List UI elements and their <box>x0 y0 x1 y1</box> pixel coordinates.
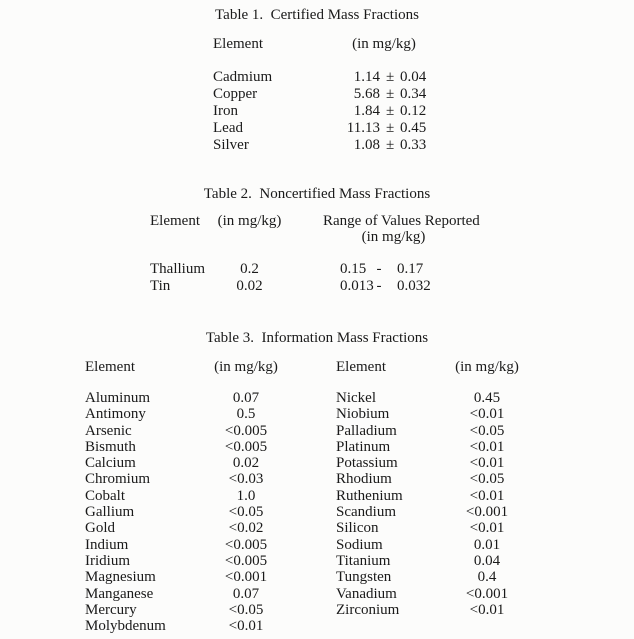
table-row <box>0 137 634 154</box>
element-name: Copper <box>213 86 258 102</box>
element-name: Sodium <box>336 536 383 553</box>
information-value: <0.005 <box>224 536 268 553</box>
element-name: Molybdenum <box>85 618 166 635</box>
table3-col-units-right: (in mg/kg) <box>455 359 519 375</box>
plus-minus-sign: ± <box>386 69 395 85</box>
plus-minus-sign: ± <box>386 137 395 153</box>
element-name: Iridium <box>85 552 130 569</box>
information-value: <0.01 <box>469 438 505 455</box>
table-row <box>0 586 634 602</box>
information-value: <0.001 <box>224 569 268 586</box>
table1-title: Table 1. Certified Mass Fractions <box>215 7 419 23</box>
range-separator: - <box>376 261 382 277</box>
element-name: Manganese <box>85 585 154 602</box>
range-low-value: 0.013 <box>340 278 374 294</box>
table3-header-row <box>0 359 634 376</box>
element-name: Palladium <box>336 422 397 439</box>
element-name: Zirconium <box>336 601 400 618</box>
element-name: Ruthenium <box>336 487 403 504</box>
information-value: 0.04 <box>473 552 501 569</box>
element-name: Platinum <box>336 438 391 455</box>
element-name: Silver <box>213 137 249 153</box>
element-name: Mercury <box>85 601 137 618</box>
element-name: Thallium <box>150 261 205 277</box>
information-value: <0.01 <box>228 618 264 635</box>
table1-col-units: (in mg/kg) <box>352 36 416 52</box>
table-row <box>0 406 634 422</box>
table-row <box>0 569 634 585</box>
information-value: <0.005 <box>224 552 268 569</box>
information-value: 1.0 <box>236 487 256 504</box>
information-value: 0.01 <box>473 536 501 553</box>
element-name: Calcium <box>85 455 136 472</box>
table2-title: Table 2. Noncertified Mass Fractions <box>203 186 431 202</box>
table3-col-element-left: Element <box>85 359 135 375</box>
uncertainty-value: 0.12 <box>400 103 427 119</box>
table-row <box>0 278 634 295</box>
uncertainty-value: 0.04 <box>400 69 427 85</box>
range-low-value: 0.15 <box>340 261 367 277</box>
table-row <box>0 618 634 634</box>
table2-col-element: Element <box>150 213 200 229</box>
information-value: <0.001 <box>465 504 509 521</box>
element-name: Cadmium <box>213 69 273 85</box>
uncertainty-value: 0.45 <box>400 120 427 136</box>
table2-body <box>0 261 634 295</box>
table3-col-units-left: (in mg/kg) <box>214 359 278 375</box>
table2-col-range-line1: Range of Values Reported <box>323 213 480 229</box>
element-name: Antimony <box>85 406 146 423</box>
element-name: Titanium <box>336 552 391 569</box>
element-name: Gallium <box>85 504 135 521</box>
element-name: Iron <box>213 103 238 119</box>
information-value: <0.001 <box>465 585 509 602</box>
information-value: 0.02 <box>232 455 260 472</box>
information-value: <0.005 <box>224 422 268 439</box>
element-name: Indium <box>85 536 129 553</box>
information-value: 0.07 <box>232 390 260 406</box>
table1-col-element: Element <box>213 36 263 52</box>
information-value: <0.05 <box>469 471 505 488</box>
information-value: <0.01 <box>469 406 505 423</box>
table-row <box>0 69 634 86</box>
element-name: Tin <box>150 278 171 294</box>
uncertainty-value: 0.33 <box>400 137 427 153</box>
table-row <box>0 504 634 520</box>
table3-title: Table 3. Information Mass Fractions <box>205 330 429 346</box>
certified-value: 1.84 <box>353 103 380 119</box>
element-name: Bismuth <box>85 438 136 455</box>
table-row <box>0 602 634 618</box>
information-value: <0.03 <box>228 471 264 488</box>
information-value: 0.4 <box>477 569 497 586</box>
information-value: <0.01 <box>469 520 505 537</box>
table-row <box>0 423 634 439</box>
table-row <box>0 455 634 471</box>
element-name: Nickel <box>336 390 376 406</box>
element-name: Potassium <box>336 455 398 472</box>
information-value: 0.5 <box>236 406 256 423</box>
certified-value: 11.13 <box>346 120 380 136</box>
element-name: Scandium <box>336 504 396 521</box>
certified-value: 1.08 <box>353 137 380 153</box>
table-row <box>0 537 634 553</box>
information-value: <0.05 <box>228 504 264 521</box>
element-name: Magnesium <box>85 569 156 586</box>
element-name: Niobium <box>336 406 390 423</box>
information-value: <0.01 <box>469 601 505 618</box>
information-value: <0.05 <box>228 601 264 618</box>
element-name: Chromium <box>85 471 151 488</box>
uncertainty-value: 0.34 <box>400 86 427 102</box>
table-row <box>0 553 634 569</box>
information-value: 0.07 <box>232 585 260 602</box>
element-name: Vanadium <box>336 585 397 602</box>
table-row <box>0 471 634 487</box>
element-name: Tungsten <box>336 569 392 586</box>
table3-col-element-right: Element <box>336 359 386 375</box>
information-value: <0.05 <box>469 422 505 439</box>
element-name: Aluminum <box>85 390 151 406</box>
table-row <box>0 120 634 137</box>
information-value: <0.02 <box>228 520 264 537</box>
plus-minus-sign: ± <box>386 120 395 136</box>
noncertified-value: 0.2 <box>240 261 259 277</box>
table1-header-row <box>0 36 634 53</box>
range-high-value: 0.17 <box>397 261 424 277</box>
plus-minus-sign: ± <box>386 103 395 119</box>
table-row <box>0 488 634 504</box>
information-value: <0.01 <box>469 487 505 504</box>
plus-minus-sign: ± <box>386 86 395 102</box>
table2-col-range-line2: (in mg/kg) <box>361 229 426 245</box>
table-row <box>0 261 634 278</box>
table3-body <box>0 390 634 634</box>
range-separator: - <box>376 278 382 294</box>
certified-value: 1.14 <box>353 69 380 85</box>
information-value: 0.45 <box>473 390 501 406</box>
table2-header-row <box>0 213 634 247</box>
certified-value: 5.68 <box>353 86 380 102</box>
table2-col-units: (in mg/kg) <box>217 213 282 229</box>
table1-body <box>0 69 634 154</box>
table-row <box>0 520 634 536</box>
noncertified-value: 0.02 <box>236 278 263 294</box>
element-name: Gold <box>85 520 115 537</box>
element-name: Cobalt <box>85 487 125 504</box>
table-row <box>0 439 634 455</box>
table-row <box>0 103 634 120</box>
table-row <box>0 390 634 406</box>
element-name: Lead <box>213 120 243 136</box>
element-name: Silicon <box>336 520 379 537</box>
element-name: Rhodium <box>336 471 392 488</box>
information-value: <0.01 <box>469 455 505 472</box>
range-high-value: 0.032 <box>397 278 431 294</box>
element-name: Arsenic <box>85 422 132 439</box>
information-value: <0.005 <box>224 438 268 455</box>
table-row <box>0 86 634 103</box>
